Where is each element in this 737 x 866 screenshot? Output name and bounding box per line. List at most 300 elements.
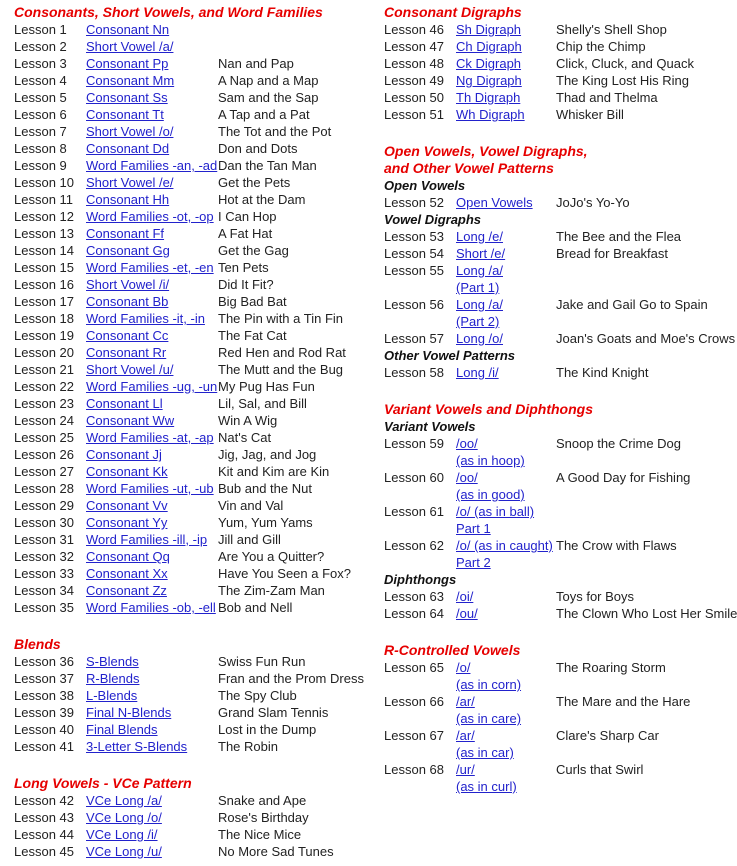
lesson-number-label: Lesson 65 xyxy=(384,660,444,675)
lesson-topic-link[interactable] xyxy=(86,208,218,225)
lesson-topic-link[interactable] xyxy=(86,395,218,412)
lesson-topic-link[interactable] xyxy=(456,659,552,693)
lesson-row xyxy=(14,157,374,174)
lesson-topic-link-line: Open Vowels xyxy=(456,195,533,210)
lesson-topic-link[interactable] xyxy=(86,157,218,174)
lesson-topic-link[interactable] xyxy=(86,140,218,157)
lesson-number-label: Lesson 42 xyxy=(14,793,74,808)
lesson-description: Did It Fit? xyxy=(218,277,274,292)
lesson-topic-link-line: Part 2 xyxy=(456,555,491,570)
lesson-row xyxy=(14,55,374,72)
lesson-topic-link-line: Short Vowel /u/ xyxy=(86,362,174,377)
lesson-row xyxy=(384,761,734,795)
lesson-topic-link[interactable] xyxy=(86,38,218,55)
lesson-topic-link-line: Word Families -an, -ad xyxy=(86,158,218,173)
lesson-topic-link[interactable] xyxy=(456,761,552,795)
lesson-description: Lost in the Dump xyxy=(218,722,317,737)
lesson-topic-link-line: /o/ (as in caught) xyxy=(456,538,553,553)
lesson-topic-link[interactable] xyxy=(456,194,552,211)
lesson-description: The Roaring Storm xyxy=(556,660,666,675)
lesson-description: Chip the Chimp xyxy=(556,39,646,54)
lesson-topic-link-line: Consonant Ss xyxy=(86,90,168,105)
lesson-row xyxy=(384,262,734,296)
lesson-description: Snake and Ape xyxy=(218,793,307,808)
lesson-description: The Spy Club xyxy=(218,688,297,703)
lesson-number-label: Lesson 68 xyxy=(384,762,444,777)
lesson-row xyxy=(384,503,734,537)
lesson-number-label: Lesson 61 xyxy=(384,504,444,519)
lesson-number-label: Lesson 37 xyxy=(14,671,74,686)
lesson-topic-link-line: Word Families -ug, -un xyxy=(86,379,218,394)
lesson-number-label: Lesson 46 xyxy=(384,22,444,37)
lesson-number-label: Lesson 47 xyxy=(384,39,444,54)
lesson-description: Vin and Val xyxy=(218,498,284,513)
lesson-topic-link[interactable] xyxy=(86,259,218,276)
lesson-topic-link[interactable] xyxy=(86,344,218,361)
lesson-number-label: Lesson 43 xyxy=(14,810,74,825)
lesson-number-label: Lesson 48 xyxy=(384,56,444,71)
lesson-topic-link[interactable] xyxy=(456,588,552,605)
lesson-topic-link[interactable] xyxy=(86,531,218,548)
lesson-row xyxy=(384,38,734,55)
lesson-description: My Pug Has Fun xyxy=(218,379,315,394)
lesson-topic-link[interactable] xyxy=(86,310,218,327)
lesson-topic-link[interactable] xyxy=(86,599,218,616)
lesson-number-label: Lesson 15 xyxy=(14,260,74,275)
lesson-topic-link[interactable] xyxy=(86,89,218,106)
lesson-number-label: Lesson 21 xyxy=(14,362,74,377)
lesson-row xyxy=(14,463,374,480)
lesson-description: The King Lost His Ring xyxy=(556,73,689,88)
lesson-number-label: Lesson 44 xyxy=(14,827,74,842)
lesson-topic-link[interactable] xyxy=(456,435,552,469)
lesson-description: A Nap and a Map xyxy=(218,73,319,88)
lesson-description: Red Hen and Rod Rat xyxy=(218,345,346,360)
lesson-topic-link-line: Consonant Pp xyxy=(86,56,169,71)
lesson-description: The Crow with Flaws xyxy=(556,538,677,553)
lesson-topic-link[interactable] xyxy=(86,21,218,38)
lesson-row xyxy=(384,106,734,123)
lesson-topic-link[interactable] xyxy=(86,738,218,755)
lesson-topic-link-line: (as in curl) xyxy=(456,779,517,794)
lesson-description: Yum, Yum Yams xyxy=(218,515,313,530)
lesson-topic-link[interactable] xyxy=(86,361,218,378)
lesson-row xyxy=(14,395,374,412)
lesson-number-label: Lesson 10 xyxy=(14,175,74,190)
lesson-description: Toys for Boys xyxy=(556,589,635,604)
lesson-row xyxy=(14,140,374,157)
lesson-description: The Clown Who Lost Her Smile xyxy=(556,606,737,621)
lesson-topic-link[interactable] xyxy=(86,72,218,89)
lesson-row xyxy=(14,89,374,106)
lesson-topic-link[interactable] xyxy=(86,582,218,599)
lesson-number-label: Lesson 57 xyxy=(384,331,444,346)
lesson-topic-link-line: Part 1 xyxy=(456,521,491,536)
lesson-number-label: Lesson 30 xyxy=(14,515,74,530)
lesson-number-label: Lesson 14 xyxy=(14,243,74,258)
lesson-row xyxy=(14,738,374,755)
lesson-number-label: Lesson 60 xyxy=(384,470,444,485)
lesson-description: Jake and Gail Go to Spain xyxy=(556,297,708,312)
lesson-topic-link-line: VCe Long /u/ xyxy=(86,844,162,859)
lesson-row xyxy=(14,653,374,670)
lesson-row xyxy=(384,89,734,106)
lesson-row xyxy=(14,123,374,140)
lesson-topic-link[interactable] xyxy=(86,826,218,843)
lesson-row xyxy=(14,191,374,208)
lesson-row xyxy=(384,605,737,622)
lesson-topic-link[interactable] xyxy=(456,106,552,123)
lesson-topic-link-line: Consonant Jj xyxy=(86,447,162,462)
lesson-topic-link[interactable] xyxy=(86,55,218,72)
section-heading xyxy=(384,642,734,659)
lesson-topic-link[interactable] xyxy=(86,670,218,687)
lesson-row xyxy=(384,364,734,381)
lesson-number-label: Lesson 6 xyxy=(14,107,67,122)
lesson-topic-link-line: L-Blends xyxy=(86,688,138,703)
lesson-number-label: Lesson 45 xyxy=(14,844,74,859)
lesson-number-label: Lesson 58 xyxy=(384,365,444,380)
lesson-topic-link[interactable] xyxy=(456,245,552,262)
lesson-topic-link-line: Long /a/ xyxy=(456,297,503,312)
lesson-topic-link[interactable] xyxy=(86,687,218,704)
lesson-row xyxy=(384,330,734,347)
lesson-topic-link-line: Short /e/ xyxy=(456,246,506,261)
lesson-description: Bub and the Nut xyxy=(218,481,312,496)
lesson-topic-link-line: Consonant Nn xyxy=(86,22,170,37)
lesson-topic-link[interactable] xyxy=(86,463,218,480)
lesson-row xyxy=(14,378,374,395)
lesson-topic-link[interactable] xyxy=(86,276,218,293)
lesson-row xyxy=(384,588,734,605)
section-heading-line: Consonants, Short Vowels, and Word Families xyxy=(14,4,323,20)
lesson-number-label: Lesson 56 xyxy=(384,297,444,312)
lesson-topic-link-line: Ng Digraph xyxy=(456,73,522,88)
lesson-description: Thad and Thelma xyxy=(556,90,658,105)
lesson-description: The Zim-Zam Man xyxy=(218,583,325,598)
lesson-row xyxy=(14,429,374,446)
lesson-topic-link[interactable] xyxy=(86,174,218,191)
lesson-description: Jig, Jag, and Jog xyxy=(218,447,317,462)
lesson-row xyxy=(14,497,374,514)
lesson-description: Are You a Quitter? xyxy=(218,549,325,564)
lesson-description: A Good Day for Fishing xyxy=(556,470,691,485)
lesson-number-label: Lesson 25 xyxy=(14,430,74,445)
lesson-row xyxy=(384,296,734,330)
lesson-topic-link-line: Word Families -et, -en xyxy=(86,260,214,275)
lesson-description: Curls that Swirl xyxy=(556,762,644,777)
lesson-description: Swiss Fun Run xyxy=(218,654,306,669)
lesson-topic-link-line: VCe Long /i/ xyxy=(86,827,158,842)
lesson-topic-link-line: Consonant Hh xyxy=(86,192,170,207)
lesson-description: Don and Dots xyxy=(218,141,298,156)
lesson-row xyxy=(14,38,374,55)
lesson-topic-link[interactable] xyxy=(86,446,218,463)
lesson-topic-link-line: /ou/ xyxy=(456,606,478,621)
section-heading xyxy=(384,143,734,177)
lesson-topic-link[interactable] xyxy=(86,429,218,446)
lesson-number-label: Lesson 4 xyxy=(14,73,67,88)
lesson-row xyxy=(384,72,734,89)
lesson-number-label: Lesson 19 xyxy=(14,328,74,343)
lesson-row xyxy=(14,826,374,843)
lesson-row xyxy=(384,245,734,262)
lesson-topic-link-line: Ck Digraph xyxy=(456,56,522,71)
lesson-description: The Kind Knight xyxy=(556,365,649,380)
lesson-row xyxy=(14,721,374,738)
lesson-number-label: Lesson 63 xyxy=(384,589,444,604)
lesson-row xyxy=(384,693,734,727)
section xyxy=(14,636,374,755)
lesson-topic-link-line: Consonant Gg xyxy=(86,243,170,258)
lesson-row xyxy=(384,727,734,761)
lesson-topic-link-line: (Part 1) xyxy=(456,280,500,295)
lesson-description: Win A Wig xyxy=(218,413,278,428)
lesson-row xyxy=(384,228,734,245)
lesson-topic-link-line: Consonant Ff xyxy=(86,226,165,241)
lesson-topic-link[interactable] xyxy=(86,412,218,429)
lesson-topic-link-line: Long /a/ xyxy=(456,263,503,278)
section-heading xyxy=(14,636,374,653)
lesson-number-label: Lesson 28 xyxy=(14,481,74,496)
lesson-row xyxy=(14,293,374,310)
lesson-row xyxy=(14,531,374,548)
lesson-description: The Bee and the Flea xyxy=(556,229,682,244)
lesson-number-label: Lesson 55 xyxy=(384,263,444,278)
lesson-description: A Fat Hat xyxy=(218,226,273,241)
lesson-row xyxy=(14,412,374,429)
lesson-description: Joan's Goats and Moe's Crows xyxy=(556,331,736,346)
lesson-topic-link-line: Consonant Bb xyxy=(86,294,169,309)
lesson-topic-link[interactable] xyxy=(456,72,552,89)
lesson-description: Nan and Pap xyxy=(218,56,294,71)
lesson-description: Hot at the Dam xyxy=(218,192,306,207)
lesson-topic-link[interactable] xyxy=(86,191,218,208)
lesson-topic-link-line: /o/ (as in ball) xyxy=(456,504,535,519)
lesson-topic-link-line: Consonant Cc xyxy=(86,328,169,343)
lesson-description: Shelly's Shell Shop xyxy=(556,22,667,37)
lesson-topic-link[interactable] xyxy=(456,330,552,347)
lesson-topic-link-line: Consonant Xx xyxy=(86,566,168,581)
lesson-topic-link[interactable] xyxy=(456,21,552,38)
lesson-topic-link[interactable] xyxy=(86,653,218,670)
lesson-row xyxy=(14,704,374,721)
lesson-description: I Can Hop xyxy=(218,209,277,224)
lesson-topic-link[interactable] xyxy=(86,123,218,140)
lesson-row xyxy=(14,582,374,599)
lesson-description: Ten Pets xyxy=(218,260,269,275)
lesson-topic-link-line: Consonant Dd xyxy=(86,141,170,156)
lesson-topic-link-line: Word Families -ob, -ell xyxy=(86,600,216,615)
section xyxy=(14,4,374,616)
lesson-number-label: Lesson 66 xyxy=(384,694,444,709)
lesson-number-label: Lesson 20 xyxy=(14,345,74,360)
lesson-topic-link[interactable] xyxy=(456,537,552,571)
lesson-topic-link-line: /oo/ xyxy=(456,436,478,451)
lesson-row xyxy=(14,480,374,497)
lesson-number-label: Lesson 51 xyxy=(384,107,444,122)
lesson-topic-link[interactable] xyxy=(86,704,218,721)
lesson-row xyxy=(14,174,374,191)
lesson-description: Click, Cluck, and Quack xyxy=(556,56,694,71)
lesson-topic-link-line: 3-Letter S-Blends xyxy=(86,739,188,754)
lesson-topic-link-line: Consonant Qq xyxy=(86,549,170,564)
lesson-row xyxy=(14,72,374,89)
section-heading xyxy=(384,4,734,21)
lesson-topic-link[interactable] xyxy=(86,293,218,310)
lesson-topic-link-line: (as in car) xyxy=(456,745,514,760)
lesson-topic-link[interactable] xyxy=(456,228,552,245)
lesson-description: The Mutt and the Bug xyxy=(218,362,344,377)
left-column xyxy=(14,4,374,860)
lesson-topic-link-line: Final N-Blends xyxy=(86,705,172,720)
lesson-topic-link[interactable] xyxy=(456,89,552,106)
lesson-row xyxy=(14,843,374,860)
lesson-number-label: Lesson 3 xyxy=(14,56,67,71)
lesson-topic-link-line: Word Families -ut, -ub xyxy=(86,481,214,496)
lesson-description: The Tot and the Pot xyxy=(218,124,332,139)
section xyxy=(384,4,734,123)
subsection-heading: Other Vowel Patterns xyxy=(384,348,515,363)
lesson-topic-link[interactable] xyxy=(456,605,552,622)
lesson-number-label: Lesson 41 xyxy=(14,739,74,754)
lesson-topic-link-line: Short Vowel /o/ xyxy=(86,124,174,139)
lesson-topic-link-line: (as in corn) xyxy=(456,677,522,692)
lesson-topic-link-line: /o/ xyxy=(456,660,471,675)
lesson-description: Fran and the Prom Dress xyxy=(218,671,364,686)
lesson-topic-link-line: Word Families -it, -in xyxy=(86,311,205,326)
lesson-row xyxy=(14,514,374,531)
lesson-number-label: Lesson 22 xyxy=(14,379,74,394)
lesson-topic-link-line: /ur/ xyxy=(456,762,475,777)
lesson-topic-link[interactable] xyxy=(86,225,218,242)
lesson-topic-link[interactable] xyxy=(86,480,218,497)
lesson-topic-link[interactable] xyxy=(456,55,552,72)
lesson-row xyxy=(384,435,734,469)
lesson-topic-link[interactable] xyxy=(456,296,552,330)
lesson-topic-link-line: Consonant Mm xyxy=(86,73,175,88)
lesson-topic-link[interactable] xyxy=(456,727,552,761)
lesson-description: Get the Pets xyxy=(218,175,291,190)
lesson-description: Lil, Sal, and Bill xyxy=(218,396,307,411)
lesson-number-label: Lesson 18 xyxy=(14,311,74,326)
section-heading xyxy=(14,4,374,21)
lesson-topic-link-line: Word Families -ot, -op xyxy=(86,209,214,224)
lesson-row xyxy=(14,310,374,327)
lesson-number-label: Lesson 64 xyxy=(384,606,444,621)
lesson-row xyxy=(14,361,374,378)
lesson-topic-link[interactable] xyxy=(86,721,218,738)
lesson-topic-link-line: (as in good) xyxy=(456,487,525,502)
lesson-topic-link[interactable] xyxy=(86,497,218,514)
section-heading-line: R-Controlled Vowels xyxy=(384,642,521,658)
lesson-number-label: Lesson 39 xyxy=(14,705,74,720)
lesson-description: A Tap and a Pat xyxy=(218,107,310,122)
lesson-topic-link[interactable] xyxy=(86,327,218,344)
lesson-topic-link-line: Long /o/ xyxy=(456,331,503,346)
lesson-row xyxy=(384,469,734,503)
lesson-row xyxy=(14,548,374,565)
lesson-description: The Pin with a Tin Fin xyxy=(218,311,343,326)
lesson-description: Rose's Birthday xyxy=(218,810,309,825)
lesson-topic-link[interactable] xyxy=(456,503,552,537)
lesson-row xyxy=(14,344,374,361)
lesson-number-label: Lesson 1 xyxy=(14,22,67,37)
lesson-topic-link-line: Short Vowel /e/ xyxy=(86,175,174,190)
lesson-topic-link-line: Word Families -at, -ap xyxy=(86,430,214,445)
lesson-topic-link[interactable] xyxy=(456,364,552,381)
lesson-topic-link[interactable] xyxy=(86,809,218,826)
lesson-row xyxy=(384,537,734,571)
lesson-description: Jill and Gill xyxy=(218,532,281,547)
lesson-topic-link[interactable] xyxy=(456,262,552,296)
lesson-row xyxy=(14,670,374,687)
lesson-number-label: Lesson 50 xyxy=(384,90,444,105)
lesson-number-label: Lesson 34 xyxy=(14,583,74,598)
lesson-description: Clare's Sharp Car xyxy=(556,728,659,743)
lesson-topic-link[interactable] xyxy=(456,469,552,503)
lesson-description: Dan the Tan Man xyxy=(218,158,317,173)
lesson-topic-link-line: Ch Digraph xyxy=(456,39,522,54)
lesson-description: Snoop the Crime Dog xyxy=(556,436,682,451)
lesson-number-label: Lesson 62 xyxy=(384,538,444,553)
lesson-topic-link-line: (Part 2) xyxy=(456,314,500,329)
lesson-row xyxy=(384,194,734,211)
subsection-heading: Variant Vowels xyxy=(384,419,476,434)
lesson-row xyxy=(14,208,374,225)
lesson-row xyxy=(14,225,374,242)
lesson-topic-link[interactable] xyxy=(86,378,218,395)
lesson-topic-link-line: Long /i/ xyxy=(456,365,499,380)
lesson-topic-link[interactable] xyxy=(86,242,218,259)
lesson-topic-link[interactable] xyxy=(456,693,552,727)
lesson-row xyxy=(14,242,374,259)
lesson-topic-link-line: Wh Digraph xyxy=(456,107,525,122)
lesson-number-label: Lesson 67 xyxy=(384,728,444,743)
lesson-number-label: Lesson 32 xyxy=(14,549,74,564)
lesson-description: Grand Slam Tennis xyxy=(218,705,329,720)
lesson-number-label: Lesson 8 xyxy=(14,141,67,156)
lesson-topic-link[interactable] xyxy=(86,106,218,123)
lesson-number-label: Lesson 35 xyxy=(14,600,74,615)
lesson-description: Bread for Breakfast xyxy=(556,246,668,261)
lesson-row xyxy=(384,659,734,693)
lesson-topic-link-line: Consonant Ww xyxy=(86,413,175,428)
subsection-heading: Open Vowels xyxy=(384,178,466,193)
section xyxy=(14,775,374,860)
lesson-row xyxy=(384,55,734,72)
lesson-row xyxy=(14,446,374,463)
lesson-number-label: Lesson 53 xyxy=(384,229,444,244)
lesson-number-label: Lesson 27 xyxy=(14,464,74,479)
right-column xyxy=(384,4,737,795)
lesson-topic-link[interactable] xyxy=(456,38,552,55)
lesson-topic-link[interactable] xyxy=(86,548,218,565)
lesson-number-label: Lesson 40 xyxy=(14,722,74,737)
lesson-row xyxy=(14,259,374,276)
lesson-topic-link-line: Consonant Yy xyxy=(86,515,168,530)
lesson-topic-link[interactable] xyxy=(86,792,218,809)
lesson-number-label: Lesson 54 xyxy=(384,246,444,261)
lesson-topic-link[interactable] xyxy=(86,843,218,860)
lesson-topic-link[interactable] xyxy=(86,565,218,582)
lesson-topic-link[interactable] xyxy=(86,514,218,531)
lesson-description: Nat's Cat xyxy=(218,430,272,445)
lesson-description: No More Sad Tunes xyxy=(218,844,334,859)
lesson-number-label: Lesson 59 xyxy=(384,436,444,451)
lesson-row xyxy=(14,276,374,293)
lesson-topic-link-line: Short Vowel /i/ xyxy=(86,277,170,292)
